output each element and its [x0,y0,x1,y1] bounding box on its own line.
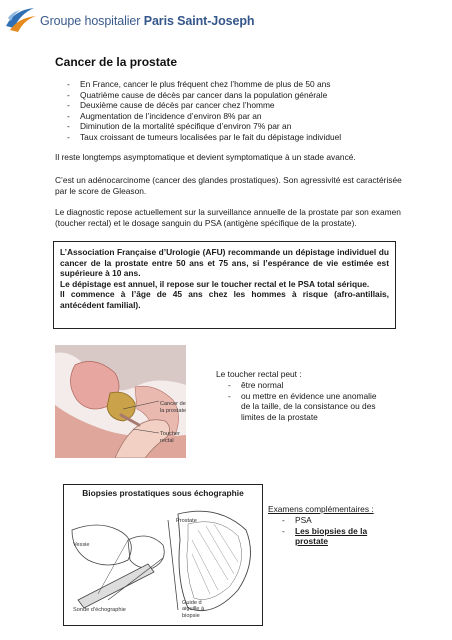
page-header [0,0,452,40]
biopsy-illustration [68,500,258,624]
recommendation-text: L’Association Française d’Urologie (AFU) recommande un dépistage individuel du cancer de la prostate entre 50 ans et 75 ans, si l’espérance de vie estimée est supérieure à 10 ans. [60,247,389,279]
label-aiguille [182,600,204,619]
examens-list [282,515,392,547]
list-item: - Taux croissant de tumeurs localisées par le fait du dépistage individuel [67,132,341,143]
label-text: Toucher rectal [160,431,180,444]
label-cancer-prostate [160,401,186,414]
biopsy-figure [63,484,263,626]
facts-list [67,79,341,143]
list-item: - ou mettre en évidence une anomalie de la taille, de la consistance ou des limites de la prostate [228,391,388,423]
biopsy-link-text: Les biopsies de la prostate [295,525,368,546]
list-item: - Augmentation de l’incidence d’environ 8% par an [67,111,341,122]
examens-title: Examens complémentaires : [268,504,374,514]
list-item: - PSA [282,515,392,526]
list-item: - Deuxième cause de décès par cancer chez l’homme [67,100,341,111]
org-name: Paris Saint-Joseph [143,14,255,28]
afu-recommendation-box [53,241,396,329]
label-prostate: Prostate [176,518,197,524]
label-text: Cancer de la prostate [160,401,187,414]
org-prefix: Groupe hospitalier [40,14,141,28]
hospital-logo-icon [4,4,38,34]
toucher-title: Le toucher rectal peut : [216,369,302,379]
organization-name [40,14,254,28]
label-text: Guide d aiguille à biopsie [182,600,205,619]
paragraph-symptoms: Il reste longtemps asymptomatique et devient symptomatique à un stade avancé. [55,152,356,162]
list-item: - être normal [228,380,388,391]
label-vessie: Vessie [73,542,90,548]
list-item: - Quatrième cause de décès par cancer dans la population générale [67,90,341,101]
recommendation-text: Il commence à l’âge de 45 ans chez les hommes à risque (afro-antillais, antécédent familial). [60,289,389,310]
toucher-list [228,380,388,422]
list-item: - Diminution de la mortalité spécifique d’environ 7% par an [67,121,341,132]
figure-title: Biopsies prostatiques sous échographie [82,488,244,498]
list-item: - En France, cancer le plus fréquent chez l’homme de plus de 50 ans [67,79,341,90]
page-title: Cancer de la prostate [55,55,178,69]
paragraph-adenocarcinoma: C’est un adénocarcinome (cancer des glandes prostatiques). Son agressivité est caractérisée par le score de Gleason. [55,175,402,196]
recommendation-text: Le dépistage est annuel, il repose sur le toucher rectal et le PSA total sérique. [60,278,370,289]
label-toucher-rectal [160,431,180,444]
list-item [282,526,392,547]
label-sonde: Sonde d’échographie [73,607,126,613]
paragraph-diagnosis: Le diagnostic repose actuellement sur la surveillance annuelle de la prostate par son examen (toucher rectal) et le dosage sanguin du PSA (antigène spécifique de la prostate). [55,207,401,228]
